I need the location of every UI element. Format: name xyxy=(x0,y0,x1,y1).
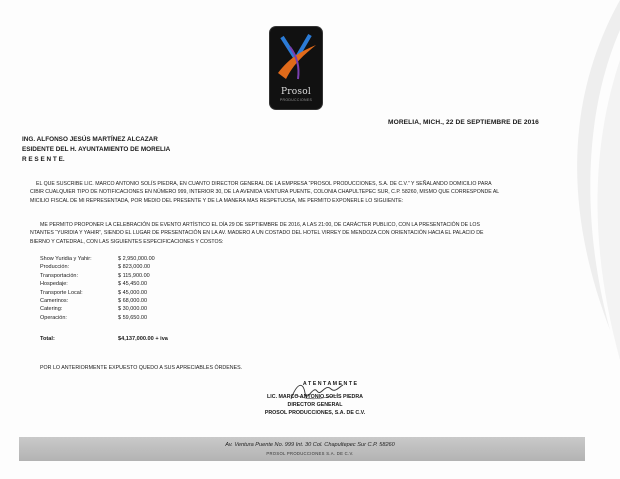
signature-role: DIRECTOR GENERAL xyxy=(287,402,343,408)
total-label: Total: xyxy=(40,336,55,342)
cost-label: Transportación: xyxy=(40,272,79,279)
total-row xyxy=(40,336,168,342)
cost-label: Show Yuridia y Yahir: xyxy=(40,256,92,262)
addressee-title: ESIDENTE DEL H. AYUNTAMIENTO DE MORELIA xyxy=(22,146,171,153)
letter-date: MORELIA, MICH., 22 DE SEPTIEMBRE DE 2016 xyxy=(388,119,539,126)
cost-label: Transporte Local: xyxy=(40,289,83,296)
paragraph-2 xyxy=(30,221,483,246)
paragraph-2-line: BIERNO Y CATEDRAL, CON LAS SIGUIENTES ESPECIFICACIONES Y COSTOS: xyxy=(30,238,224,245)
company-logo xyxy=(270,27,322,109)
paragraph-2-line: ME PERMITO PROPONER LA CELEBRACIÓN DE EVENTO ARTÍSTICO EL DÍA 29 DE SEPTIEMBRE DE 2016, A LAS 21:00, DE CARÁCTER PUBLICO, CON LA PRESENTACIÓN DE LOS xyxy=(40,222,480,228)
signature-company: PROSOL PRODUCCIONES, S.A. DE C.V. xyxy=(264,410,366,416)
footer-company: PROSOL PRODUCCIONES S.A. DE C.V. xyxy=(266,451,354,456)
logo-subtitle: PRODUCCIONES xyxy=(279,98,313,102)
cost-label: Catering: xyxy=(40,306,63,313)
cost-value: $ 115,900.00 xyxy=(118,272,150,279)
footer-address: Av. Ventura Puente No. 999 Int. 30 Col. Chapultepec Sur C.P. 58260 xyxy=(225,442,395,448)
addressee-block xyxy=(22,135,170,165)
paragraph-2-line: NTANTES “YURIDIA Y YAHIR”, SIENDO EL LUGAR DE PRESENTACIÓN EN LA AV. MADERO A UN COSTADO DEL HOTEL VIRREY DE MENDOZA CON ORIENTACIÓN HACIA EL PALACIO DE xyxy=(30,230,484,237)
signature-greeting: A T E N T A M E N T E xyxy=(302,381,358,387)
decorative-swoosh xyxy=(460,0,620,479)
cost-label: Camerinos: xyxy=(40,297,69,304)
paragraph-1-line: EL QUE SUSCRIBE LIC. MARCO ANTONIO SOLÍS PIEDRA, EN CUANTO DIRECTOR GENERAL DE LA EMPRESA “PROSOL PRODUCCIONES, S.A. DE C.V.” Y SEÑALANDO DOMICILIO PARA xyxy=(36,181,492,187)
addressee-name: ING. ALFONSO JESÚS MARTÍNEZ ALCAZAR xyxy=(22,136,158,143)
footer-bar xyxy=(19,437,585,461)
signature-block xyxy=(210,380,420,417)
cost-value: $ 68,000.00 xyxy=(118,297,148,304)
logo-brand: Prosol xyxy=(281,87,311,97)
cost-value: $ 45,000.00 xyxy=(118,289,148,296)
cost-value: $ 45,450.00 xyxy=(118,281,148,288)
cost-label: Operación: xyxy=(40,314,67,321)
cost-label: Producción: xyxy=(40,264,70,271)
total-value: $4,137,000.00 + iva xyxy=(118,336,168,342)
cost-value: $ 823,000.00 xyxy=(118,264,151,271)
cost-value: $ 59,650.00 xyxy=(118,314,148,321)
cost-label: Hospedaje: xyxy=(40,281,68,288)
paragraph-1-line: CIBIR CUALQUIER TIPO DE NOTIFICACIONES EN NÚMERO 999, INTERIOR 30, DE LA AVENIDA VENTURA PUENTE, COLONIA CHAPULTEPEC SUR, C.P. 58260, MISMO QUE CORRESPONDE AL xyxy=(30,189,500,196)
signature-name: LIC. MARCO ANTONIO SOLÍS PIEDRA xyxy=(267,394,363,400)
closing-line: POR LO ANTERIORMENTE EXPUESTO QUEDO A SUS APRECIABLES ÓRDENES. xyxy=(40,365,243,371)
cost-value: $ 2,950,000.00 xyxy=(118,256,155,262)
cost-value: $ 30,000.00 xyxy=(118,306,148,313)
paragraph-1 xyxy=(30,180,499,205)
paragraph-1-line: MICILIO FISCAL DE MI REPRESENTADA, POR MEDIO DEL PRESENTE Y DE LA MANERA MAS RESPETUOSA, ME PERMITO EXPONERLE LO SIGUIENTE: xyxy=(30,197,404,204)
addressee-presente: R E S E N T E. xyxy=(22,156,65,163)
